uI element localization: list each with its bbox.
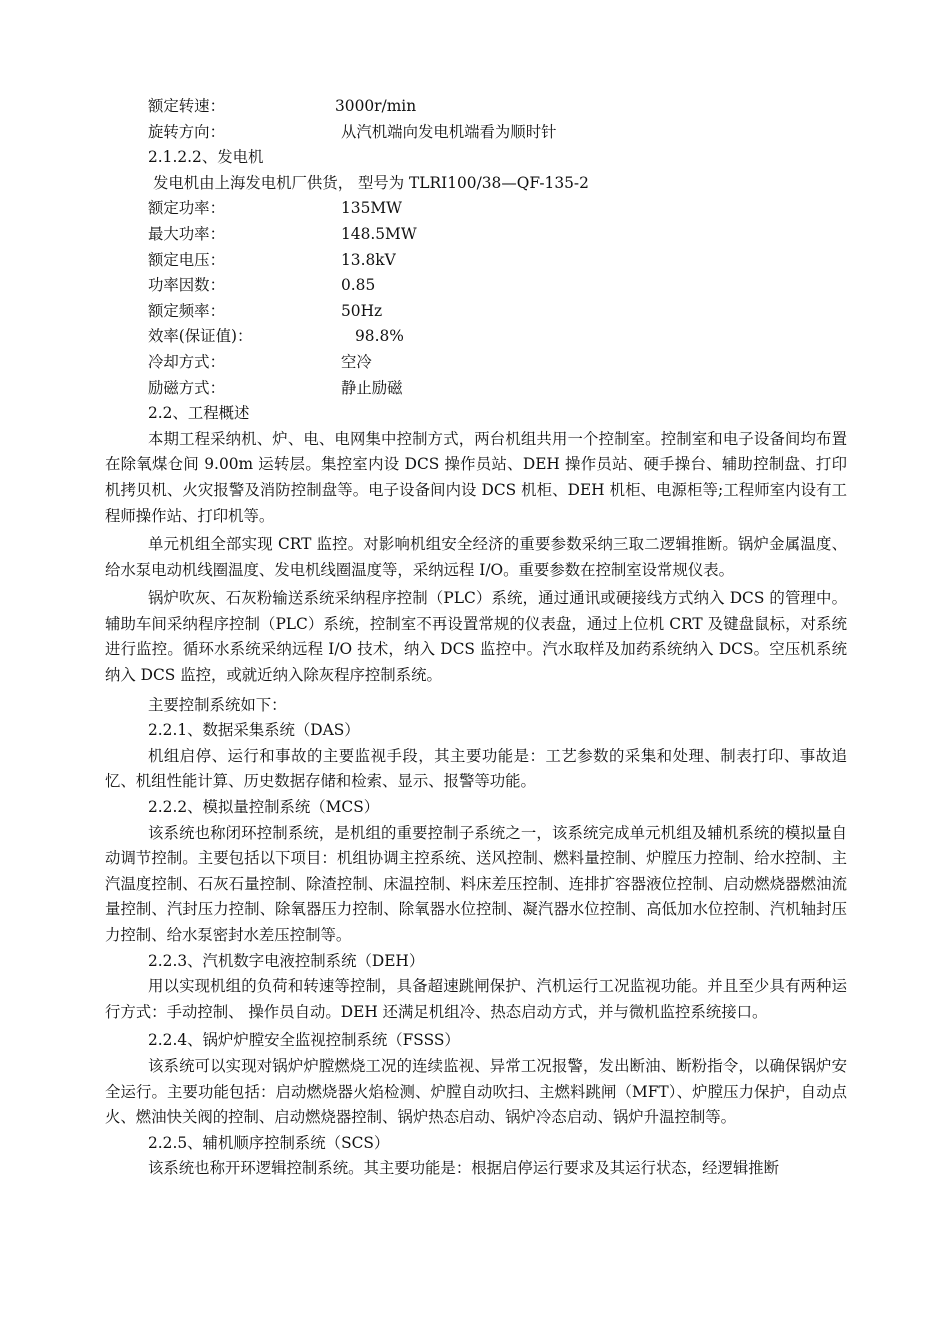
spec-value: 148.5MW [341, 224, 417, 243]
section-heading-das: 2.2.1、数据采集系统（DAS） [148, 721, 360, 740]
section-heading-overview: 2.2、工程概述 [148, 404, 250, 423]
paragraph-fsss: 该系统可以实现对锅炉炉膛燃烧工况的连续监视、异常工况报警，发出断油、断粉指令，以确保锅炉安全运行。主要功能包括：启动燃烧器火焰检测、炉膛自动吹扫、主燃料跳闸（MFT）、炉膛压力保护，自动点火、燃油快关阀的控制、启动燃烧器控制、锅炉热态启动、锅炉冷态启动、锅炉升温控制等。 [105, 1056, 847, 1127]
spec-row-max-power [105, 222, 847, 248]
section-heading-deh: 2.2.3、汽机数字电液控制系统（DEH） [148, 951, 425, 970]
spec-label: 冷却方式： [148, 352, 225, 371]
spec-value: 空冷 [341, 352, 372, 371]
spec-label: 额定功率： [148, 199, 225, 218]
spec-value: 135MW [341, 199, 402, 218]
paragraph-main-systems-intro: 主要控制系统如下： [148, 695, 287, 714]
spec-row-efficiency [105, 324, 847, 350]
spec-row-cooling [105, 350, 847, 376]
section-heading-mcs: 2.2.2、模拟量控制系统（MCS） [148, 798, 380, 817]
section-heading-fsss: 2.2.4、锅炉炉膛安全监视控制系统（FSSS） [148, 1031, 460, 1050]
spec-value: 13.8kV [341, 250, 396, 269]
spec-row-power-factor [105, 273, 847, 299]
spec-value: 从汽机端向发电机端看为顺时针 [341, 122, 557, 141]
spec-label: 励磁方式： [148, 378, 225, 397]
generator-spec-list [105, 196, 847, 401]
spec-row-rated-power [105, 196, 847, 222]
spec-row-rated-frequency [105, 299, 847, 325]
spec-row-rotation [105, 120, 847, 146]
spec-value: 3000r/min [335, 97, 417, 115]
paragraph-das: 机组启停、运行和事故的主要监视手段，其主要功能是：工艺参数的采集和处理、制表打印、事故追忆、机组性能计算、历史数据存储和检索、显示、报警等功能。 [105, 746, 847, 791]
spec-label: 额定电压： [148, 250, 225, 269]
spec-row-rated-speed [105, 94, 847, 120]
paragraph-mcs: 该系统也称闭环控制系统，是机组的重要控制子系统之一，该系统完成单元机组及辅机系统的模拟量自动调节控制。主要包括以下项目：机组协调主控系统、送风控制、燃料量控制、炉膛压力控制、给水控制、主汽温度控制、石灰石量控制、除渣控制、床温控制、料床差压控制、连排扩容器液位控制、启动燃烧器燃油流量控制、汽封压力控制、除氧器压力控制、除氧器水位控制、凝汽器水位控制、高低加水位控制、汽机轴封压力控制、给水泵密封水差压控制等。 [105, 823, 847, 944]
paragraph-control-room: 本期工程采纳机、炉、电、电网集中控制方式，两台机组共用一个控制室。控制室和电子设备间均布置在除氧煤仓间 9.00m 运转层。集控室内设 DCS 操作员站、DEH 操作员站、硬手操台、辅助控制盘、打印机拷贝机、火灾报警及消防控制盘等。电子设备间内设 DCS 机柜、DEH 机柜、电源柜等;工程师室内设有工程师操作站、打印机等。 [105, 429, 847, 525]
paragraph-plc-systems: 锅炉吹灰、石灰粉输送系统采纳程序控制（PLC）系统，通过通讯或硬接线方式纳入 DCS 的管理中。辅助车间采纳程序控制（PLC）系统，控制室不再设置常规的仪表盘，通过上位机 CRT 及键盘鼠标，对系统进行监控。循环水系统采纳远程 I/O 技术，纳入 DCS 监控中。汽水取样及加药系统纳入 DCS。空压机系统纳入 DCS 监控，或就近纳入除灰程序控制系统。 [105, 589, 847, 685]
spec-value: 静止励磁 [341, 378, 403, 397]
spec-row-excitation [105, 376, 847, 402]
spec-label: 旋转方向： [148, 122, 225, 141]
spec-label: 额定频率： [148, 301, 225, 320]
section-heading-scs: 2.2.5、辅机顺序控制系统（SCS） [148, 1133, 390, 1152]
spec-value: 50Hz [341, 301, 383, 320]
generator-intro: 发电机由上海发电机厂供货， 型号为 TLRI100/38—QF-135-2 [153, 173, 589, 192]
turbine-spec-list [105, 94, 847, 145]
paragraph-crt-monitoring: 单元机组全部实现 CRT 监控。对影响机组安全经济的重要参数采纳三取二逻辑推断。锅炉金属温度、给水泵电动机线圈温度、发电机线圈温度等，采纳远程 I/O。重要参数在控制室设常规仪表。 [105, 535, 847, 579]
spec-label: 额定转速： [148, 97, 225, 115]
spec-label: 效率(保证值)： [148, 327, 253, 346]
section-heading-generator: 2.1.2.2、发电机 [148, 148, 264, 167]
spec-label: 最大功率： [148, 224, 225, 243]
spec-value: 98.8% [355, 327, 404, 346]
document-page [105, 94, 847, 1182]
spec-value: 0.85 [341, 276, 376, 295]
spec-label: 功率因数： [148, 276, 225, 295]
spec-row-rated-voltage [105, 248, 847, 274]
paragraph-deh: 用以实现机组的负荷和转速等控制，具备超速跳闸保护、汽机运行工况监视功能。并且至少具有两种运行方式：手动控制、 操作员自动。DEH 还满足机组冷、热态启动方式，并与微机监控系统接口。 [105, 977, 847, 1021]
paragraph-scs: 该系统也称开环逻辑控制系统。其主要功能是：根据启停运行要求及其运行状态，经逻辑推断 [148, 1159, 780, 1178]
